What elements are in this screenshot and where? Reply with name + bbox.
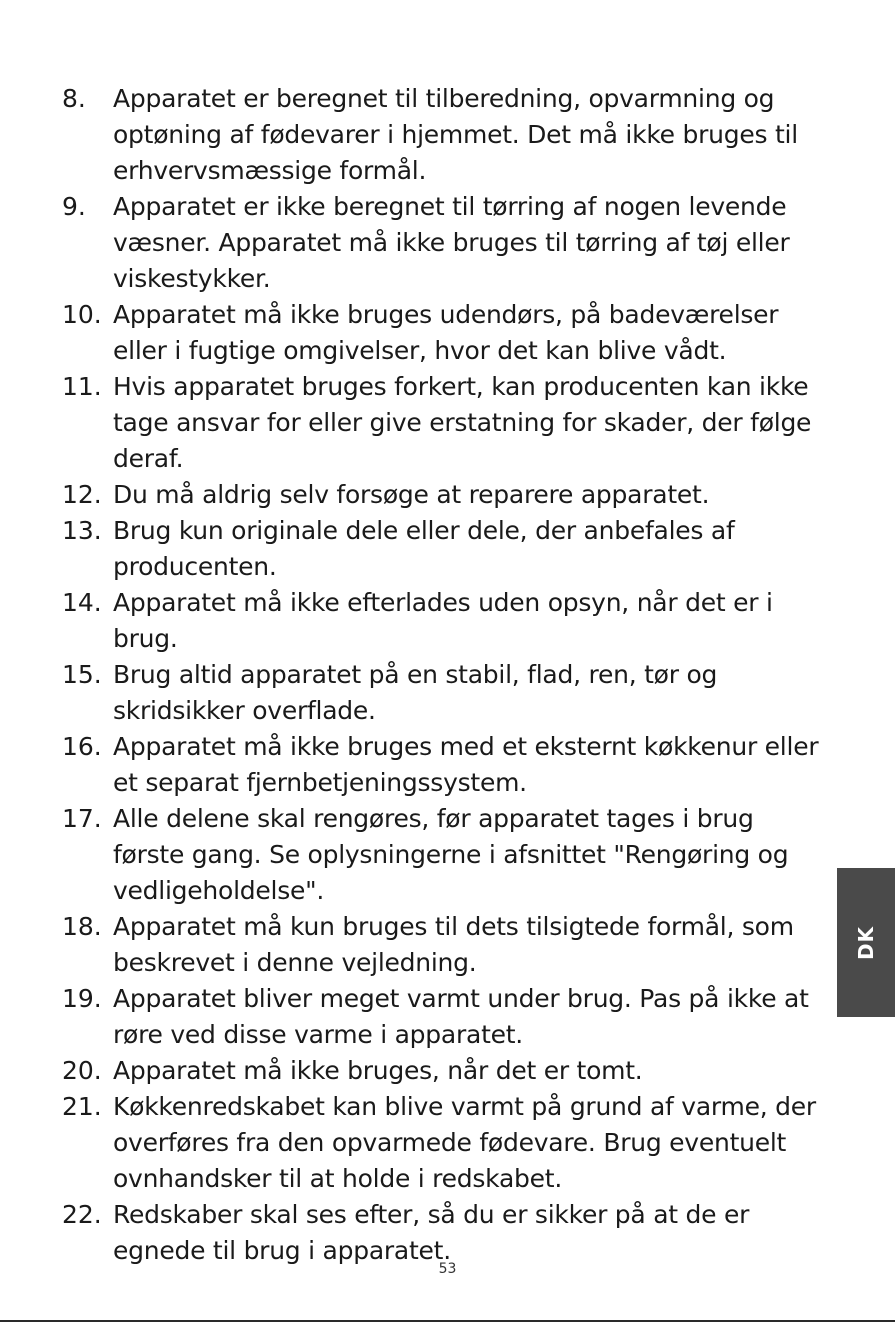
item-text: Apparatet må ikke bruges med et eksternt køkkenur eller et separat fjernbetjeningssystem. bbox=[113, 732, 819, 797]
list-item bbox=[0, 801, 835, 909]
language-tab bbox=[837, 868, 895, 1017]
item-number: 20. bbox=[62, 1056, 102, 1085]
item-number: 16. bbox=[62, 732, 102, 761]
item-number: 12. bbox=[62, 480, 102, 509]
list-item bbox=[0, 1089, 835, 1197]
list-item bbox=[0, 477, 835, 513]
item-number: 19. bbox=[62, 984, 102, 1013]
item-text: Du må aldrig selv forsøge at reparere apparatet. bbox=[113, 480, 710, 509]
list-item bbox=[0, 369, 835, 477]
item-number: 15. bbox=[62, 660, 102, 689]
bottom-rule bbox=[0, 1320, 895, 1322]
language-tab-label: DK bbox=[853, 925, 878, 960]
item-number: 13. bbox=[62, 516, 102, 545]
item-number: 18. bbox=[62, 912, 102, 941]
item-text: Hvis apparatet bruges forkert, kan producenten kan ikke tage ansvar for eller give erstatning for skader, der følge deraf. bbox=[113, 372, 812, 473]
item-text: Apparatet må ikke efterlades uden opsyn, når det er i brug. bbox=[113, 588, 773, 653]
item-number: 9. bbox=[62, 192, 86, 221]
item-number: 14. bbox=[62, 588, 102, 617]
list-item bbox=[0, 189, 835, 297]
item-text: Apparatet er ikke beregnet til tørring af nogen levende væsner. Apparatet må ikke bruges til tørring af tøj eller viskestykker. bbox=[113, 192, 790, 293]
list-item bbox=[0, 513, 835, 585]
item-number: 21. bbox=[62, 1092, 102, 1121]
item-number: 10. bbox=[62, 300, 102, 329]
item-number: 22. bbox=[62, 1200, 102, 1229]
list-item bbox=[0, 909, 835, 981]
list-item bbox=[0, 657, 835, 729]
list-item bbox=[0, 585, 835, 657]
list-item bbox=[0, 729, 835, 801]
item-text: Køkkenredskabet kan blive varmt på grund af varme, der overføres fra den opvarmede fødevare. Brug eventuelt ovnhandsker til at holde i redskabet. bbox=[113, 1092, 816, 1193]
item-number: 17. bbox=[62, 804, 102, 833]
item-text: Apparatet må kun bruges til dets tilsigtede formål, som beskrevet i denne vejledning. bbox=[113, 912, 794, 977]
page-number: 53 bbox=[438, 1261, 457, 1277]
item-text: Brug altid apparatet på en stabil, flad, ren, tør og skridsikker overflade. bbox=[113, 660, 718, 725]
safety-instructions-list bbox=[0, 81, 835, 1269]
item-number: 8. bbox=[62, 84, 86, 113]
list-item bbox=[0, 297, 835, 369]
item-text: Brug kun originale dele eller dele, der anbefales af producenten. bbox=[113, 516, 735, 581]
item-text: Apparatet må ikke bruges udendørs, på badeværelser eller i fugtige omgivelser, hvor det kan blive vådt. bbox=[113, 300, 779, 365]
item-text: Apparatet er beregnet til tilberedning, opvarmning og optøning af fødevarer i hjemmet. Det må ikke bruges til erhvervsmæssige formål. bbox=[113, 84, 798, 185]
list-item bbox=[0, 1053, 835, 1089]
item-text: Alle delene skal rengøres, før apparatet tages i brug første gang. Se oplysningerne i afsnittet "Rengøring og vedligeholdelse". bbox=[113, 804, 789, 905]
item-text: Apparatet bliver meget varmt under brug. Pas på ikke at røre ved disse varme i apparatet. bbox=[113, 984, 809, 1049]
item-number: 11. bbox=[62, 372, 102, 401]
item-text: Apparatet må ikke bruges, når det er tomt. bbox=[113, 1056, 643, 1085]
list-item bbox=[0, 1197, 835, 1269]
list-item bbox=[0, 981, 835, 1053]
item-text: Redskaber skal ses efter, så du er sikker på at de er egnede til brug i apparatet. bbox=[113, 1200, 750, 1265]
list-item bbox=[0, 81, 835, 189]
